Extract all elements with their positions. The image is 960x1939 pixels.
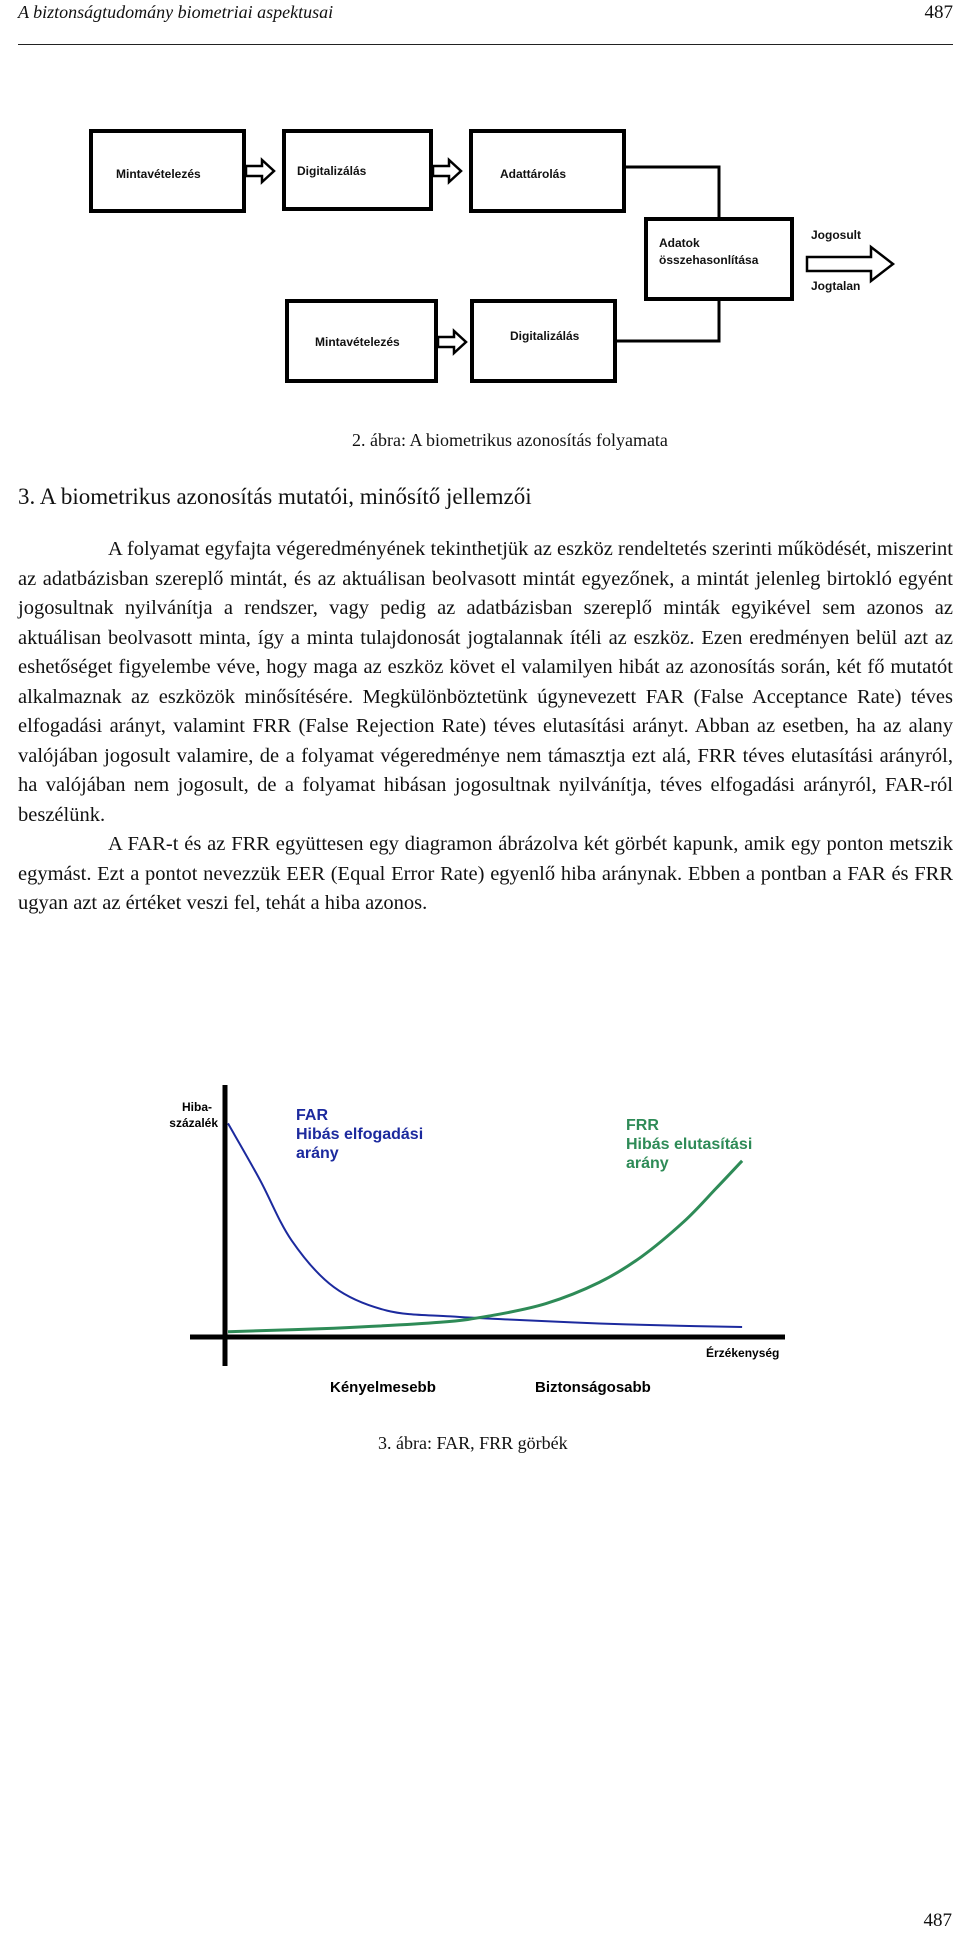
frr-label-group (626, 1117, 752, 1172)
connector-storage-to-compare (624, 167, 719, 219)
frr-curve (228, 1161, 742, 1332)
flow-label-compare-1: Adatok (659, 236, 700, 250)
hollow-arrow-3 (438, 331, 466, 353)
flow-label-compare-2: összehasonlítása (659, 253, 759, 267)
output-label-denied: Jogtalan (811, 279, 861, 293)
flow-label-storage: Adattárolás (500, 167, 567, 181)
section-heading: 3. A biometrikus azonosítás mutatói, minősítő jellemzői (18, 484, 532, 509)
y-axis-label-2: százalék (169, 1116, 218, 1130)
y-axis-label-1: Hiba- (182, 1100, 212, 1114)
output-label-granted: Jogosult (811, 228, 861, 242)
flow-label-digitizing-2: Digitalizálás (510, 329, 580, 343)
far-label-line-1: FAR (296, 1107, 328, 1124)
figure3-caption: 3. ábra: FAR, FRR görbék (378, 1433, 568, 1453)
frr-label-line-2: Hibás elutasítási (626, 1136, 753, 1153)
far-label-line-3: arány (296, 1145, 339, 1162)
paragraph-2: A FAR-t és az FRR együttesen egy diagramon ábrázolva két görbét kapunk, amik egy ponton metszik egymást. Ezt a pontot nevezzük EER (Equal Error Rate) egyenlő hiba aránynak. Ebben a pontban a FAR és FRR ugyan azt az értéket veszi fel, tehát a hiba azonos. (18, 833, 953, 914)
footer-page-number: 487 (923, 1910, 952, 1931)
flow-label-digitizing-1: Digitalizálás (297, 164, 367, 178)
figure2-caption: 2. ábra: A biometrikus azonosítás folyamata (352, 430, 668, 450)
frr-label-line-3: arány (626, 1155, 669, 1172)
flow-label-sampling-1: Mintavételezés (116, 167, 201, 181)
right-note: Biztonságosabb (535, 1379, 651, 1396)
paragraph-1: A folyamat egyfajta végeredményének tekinthetjük az eszköz rendeltetés szerinti működését, miszerint az adatbázisban szereplő mintát, és az aktuálisan beolvasott mintát egyezőnek, a mintát jelenleg birtokló egyént jogosultnak nyilvánítja a rendszer, vagy pedig az adatbázisban szereplő minták egyikével sem azonos az aktuálisan beolvasott minta, így a minta tulajdonosát jogtalannak ítéli az eszköz. Ezen eredményen belül azt az eshetőséget figyelembe véve, hogy maga az eszköz követ el valamilyen hibát az azonosítás során, két fő mutatót alkalmaznak az eszközök minősítésére. Megkülönböztetünk úgynevezett FAR (False Acceptance Rate) téves elfogadási arányt, valamint FRR (False Rejection Rate) téves elutasítási arányt. Abban az esetben, ha az alany valójában jogosult valamire, de a folyamat végeredménye nem támasztja ezt alá, FRR téves elutasítási arányról, ha valójában nem jogosult, de a folyamat hibásan jogosultnak nyilvánítja, téves elfogadási arányról, FAR-ról beszélünk. (18, 538, 953, 826)
frr-label-line-1: FRR (626, 1117, 659, 1134)
left-note: Kényelmesebb (330, 1379, 436, 1396)
far-label-line-2: Hibás elfogadási (296, 1126, 424, 1143)
far-label-group (296, 1107, 423, 1162)
hollow-arrow-1 (246, 160, 274, 182)
x-axis-label: Érzékenység (706, 1346, 780, 1360)
body-text (18, 535, 953, 919)
connector-digit2-to-compare (615, 299, 719, 341)
far-frr-chart (0, 1080, 960, 1440)
header-page-number: 487 (924, 2, 953, 23)
output-arrow (807, 247, 893, 281)
identification-flowchart (0, 0, 960, 400)
running-title: A biztonságtudomány biometriai aspektusai (18, 2, 334, 22)
flow-label-sampling-2: Mintavételezés (315, 335, 400, 349)
hollow-arrow-2 (433, 160, 461, 182)
